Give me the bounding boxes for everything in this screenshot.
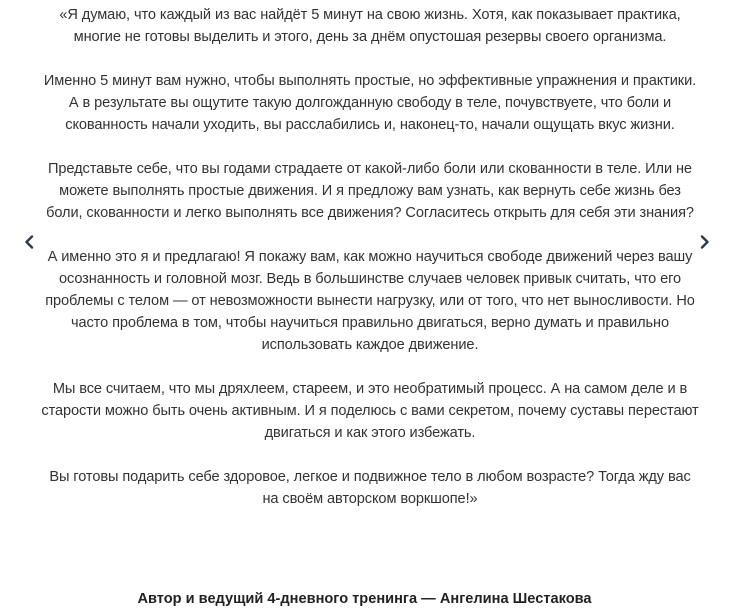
testimonial-paragraph: Именно 5 минут вам нужно, чтобы выполнять простые, но эффективные упражнения и практики. А в результате вы ощутите такую долгожданную свободу в теле, почувствуете, что боли и скованность начали уходить, вы расслабились и, наконец-то, начали ощущать вкус жизни. [43,73,697,133]
testimonial-text [40,4,700,532]
chevron-right-icon [700,235,710,249]
testimonial-paragraph: «Я думаю, что каждый из вас найдёт 5 минут на свою жизнь. Хотя, как показывает практика, многие не готовы выделить и этого, день за днём опустошая резервы своего организма. [59,7,681,45]
testimonial-paragraph: Мы все считаем, что мы дряхлеем, стареем, и это необратимый процесс. А на самом деле и в старости можно быть очень активным. И я поделюсь с вами секретом, почему суставы перестают двигаться и как этого избежать. [41,381,699,441]
slider-prev-button[interactable] [20,231,38,253]
chevron-left-icon [24,235,34,249]
testimonial-author: Автор и ведущий 4-дневного тренинга — Ангелина Шестакова [137,591,592,607]
testimonial-paragraph: Представьте себе, что вы годами страдаете от какой-либо боли или скованности в теле. Или не можете выполнять простые движения. И я предложу вам узнать, как вернуть себе жизнь без боли, скованности и легко выполнять все движения? Согласитесь открыть для себя эти знания? [46,161,694,221]
slider-next-button[interactable] [696,231,714,253]
testimonial-paragraph: Вы готовы подарить себе здоровое, легкое и подвижное тело в любом возрасте? Тогда жду вас на своём авторском воркшопе!» [49,469,691,507]
testimonial-paragraph: А именно это я и предлагаю! Я покажу вам, как можно научиться свободе движений через вашу осознанность и головной мозг. Ведь в большинстве случаев человек привык считать, что его проблемы с телом — от невозможности вынести нагрузку, или от того, что нет выносливости. Но часто проблема в том, чтобы научиться правильно двигаться, верно думать и правильно использовать каждое движение. [45,249,695,353]
